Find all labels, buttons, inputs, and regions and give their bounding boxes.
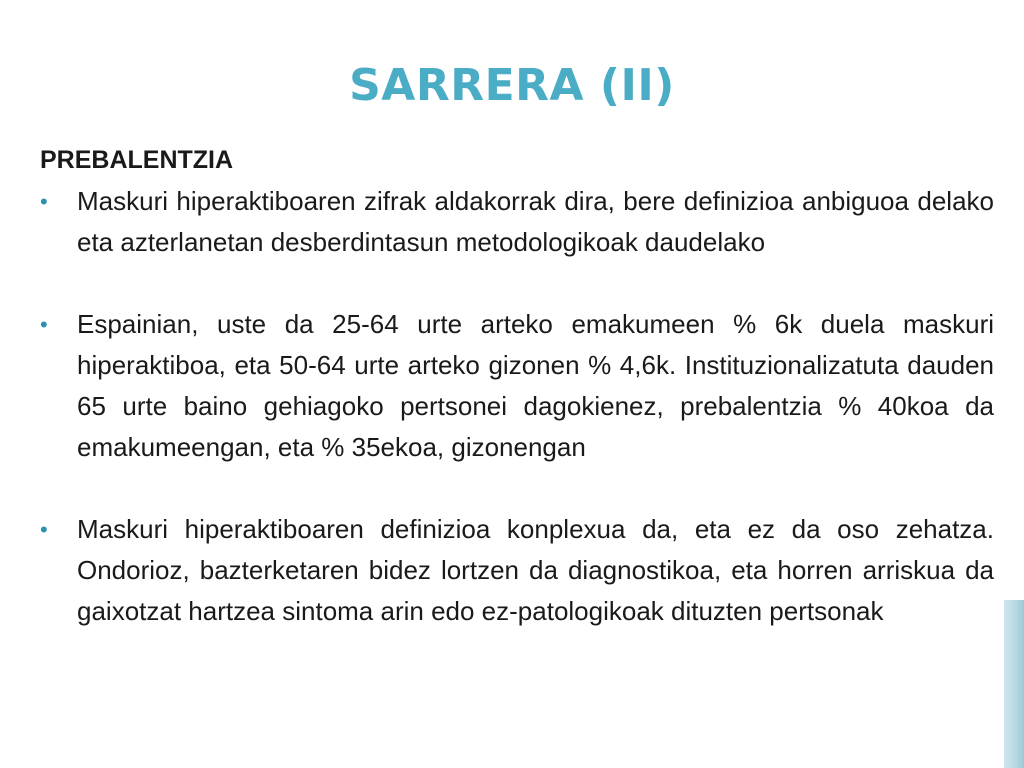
spacer bbox=[40, 263, 994, 304]
bullet-item-2 bbox=[40, 304, 994, 468]
slide-content bbox=[40, 140, 994, 632]
bullet-item-1 bbox=[40, 181, 994, 263]
section-heading: PREBALENTZIA bbox=[40, 146, 234, 174]
bullet-text-1: Maskuri hiperaktiboaren zifrak aldakorrak dira, bere definizioa anbiguoa delako eta azterlanetan desberdintasun metodologikoak daudelako bbox=[77, 186, 994, 257]
bullet-text-3: Maskuri hiperaktiboaren definizioa konplexua da, eta ez da oso zehatza. Ondorioz, bazterketaren bidez lortzen da diagnostikoa, eta horren arriskua da gaixotzat hartzea sintoma arin edo ez-patologikoak dituzten pertsonak bbox=[77, 514, 994, 626]
bullet-icon: • bbox=[40, 312, 48, 337]
spacer bbox=[40, 468, 994, 509]
bullet-icon: • bbox=[40, 189, 48, 214]
bullet-text-2: Espainian, uste da 25-64 urte arteko emakumeen % 6k duela maskuri hiperaktiboa, eta 50-64 urte arteko gizonen % 4,6k. Instituzionalizatuta dauden 65 urte baino gehiagoko pertsonei dagokienez, prebalentzia % 40koa da emakumeengan, eta % 35ekoa, gizonengan bbox=[77, 309, 994, 462]
decorative-edge-strip bbox=[1004, 600, 1024, 768]
bullet-icon: • bbox=[40, 517, 48, 542]
bullet-item-3 bbox=[40, 509, 994, 632]
slide-title: SARRERA (II) bbox=[349, 60, 675, 111]
